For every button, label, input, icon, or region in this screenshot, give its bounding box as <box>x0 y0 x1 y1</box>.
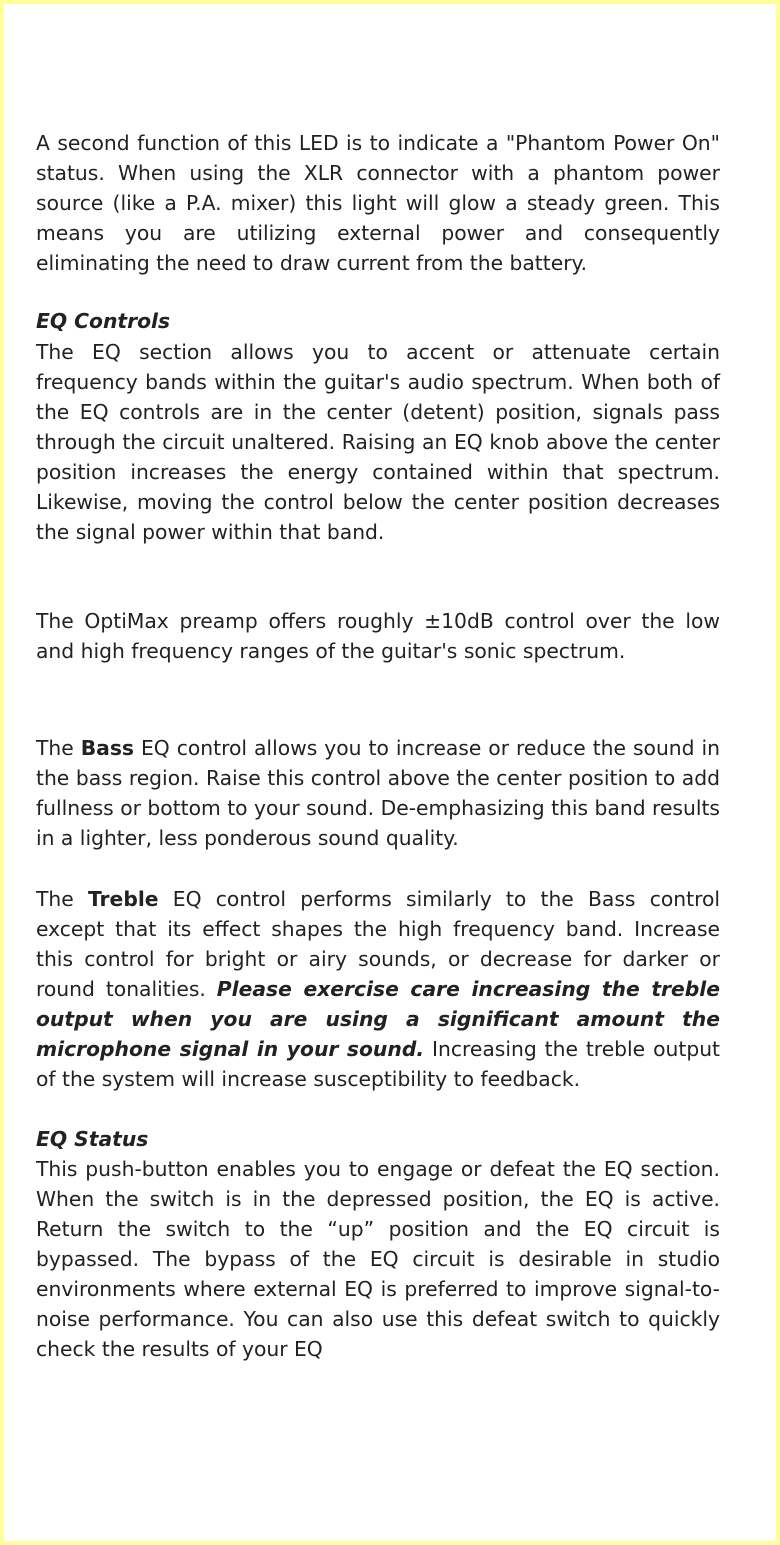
treble-warning: Please exercise care increasing the treble output when you are using a significant amount the microphone signal in your sound. <box>36 977 720 1061</box>
bass-paragraph <box>36 733 720 853</box>
eq-status-heading: EQ Status <box>36 1127 149 1151</box>
bass-post-text: EQ control allows you to increase or reduce the sound in the bass region. Raise this control above the center position to add fullness or bottom to your sound. De-emphasizing this band results in a lighter, less ponderous sound quality. <box>36 736 720 850</box>
eq-status-paragraph: This push-button enables you to engage or defeat the EQ section. When the switch is in the depressed position, the EQ is active. Return the switch to the “up” position and the EQ circuit is bypassed. The bypass of the EQ circuit is desirable in studio environments where external EQ is preferred to improve signal-to-noise performance. You can also use this defeat switch to quickly check the results of your EQ <box>36 1157 720 1361</box>
eq-controls-paragraph: The EQ section allows you to accent or attenuate certain frequency bands within the guitar's audio spectrum. When both of the EQ controls are in the center (detent) position, signals pass through the circuit unaltered. Raising an EQ knob above the center position increases the energy contained within that spectrum. Likewise, moving the control below the center position decreases the signal power within that band. <box>36 340 720 544</box>
optimax-paragraph: The OptiMax preamp offers roughly ±10dB control over the low and high frequency ranges of the guitar's sonic spectrum. <box>36 609 720 663</box>
treble-post-text: Increasing the treble output of the system will increase susceptibility to feedback. <box>36 1037 720 1091</box>
bass-term: Bass <box>80 736 134 760</box>
phantom-power-paragraph: A second function of this LED is to indicate a "Phantom Power On" status. When using the XLR connector with a phantom power source (like a P.A. mixer) this light will glow a steady green. This means you are utilizing external power and consequently eliminating the need to draw current from the battery. <box>36 131 720 275</box>
treble-pre-text: The <box>36 887 88 911</box>
treble-paragraph <box>36 884 720 1094</box>
manual-page <box>4 4 776 1541</box>
treble-term: Treble <box>87 887 159 911</box>
bass-pre-text: The <box>36 736 81 760</box>
eq-controls-heading: EQ Controls <box>36 309 171 333</box>
treble-mid-text: EQ control performs similarly to the Bass control except that its effect shapes the high frequency band. Increase this control for bright or airy sounds, or decrease for darker or round tonalities. <box>36 887 721 1001</box>
